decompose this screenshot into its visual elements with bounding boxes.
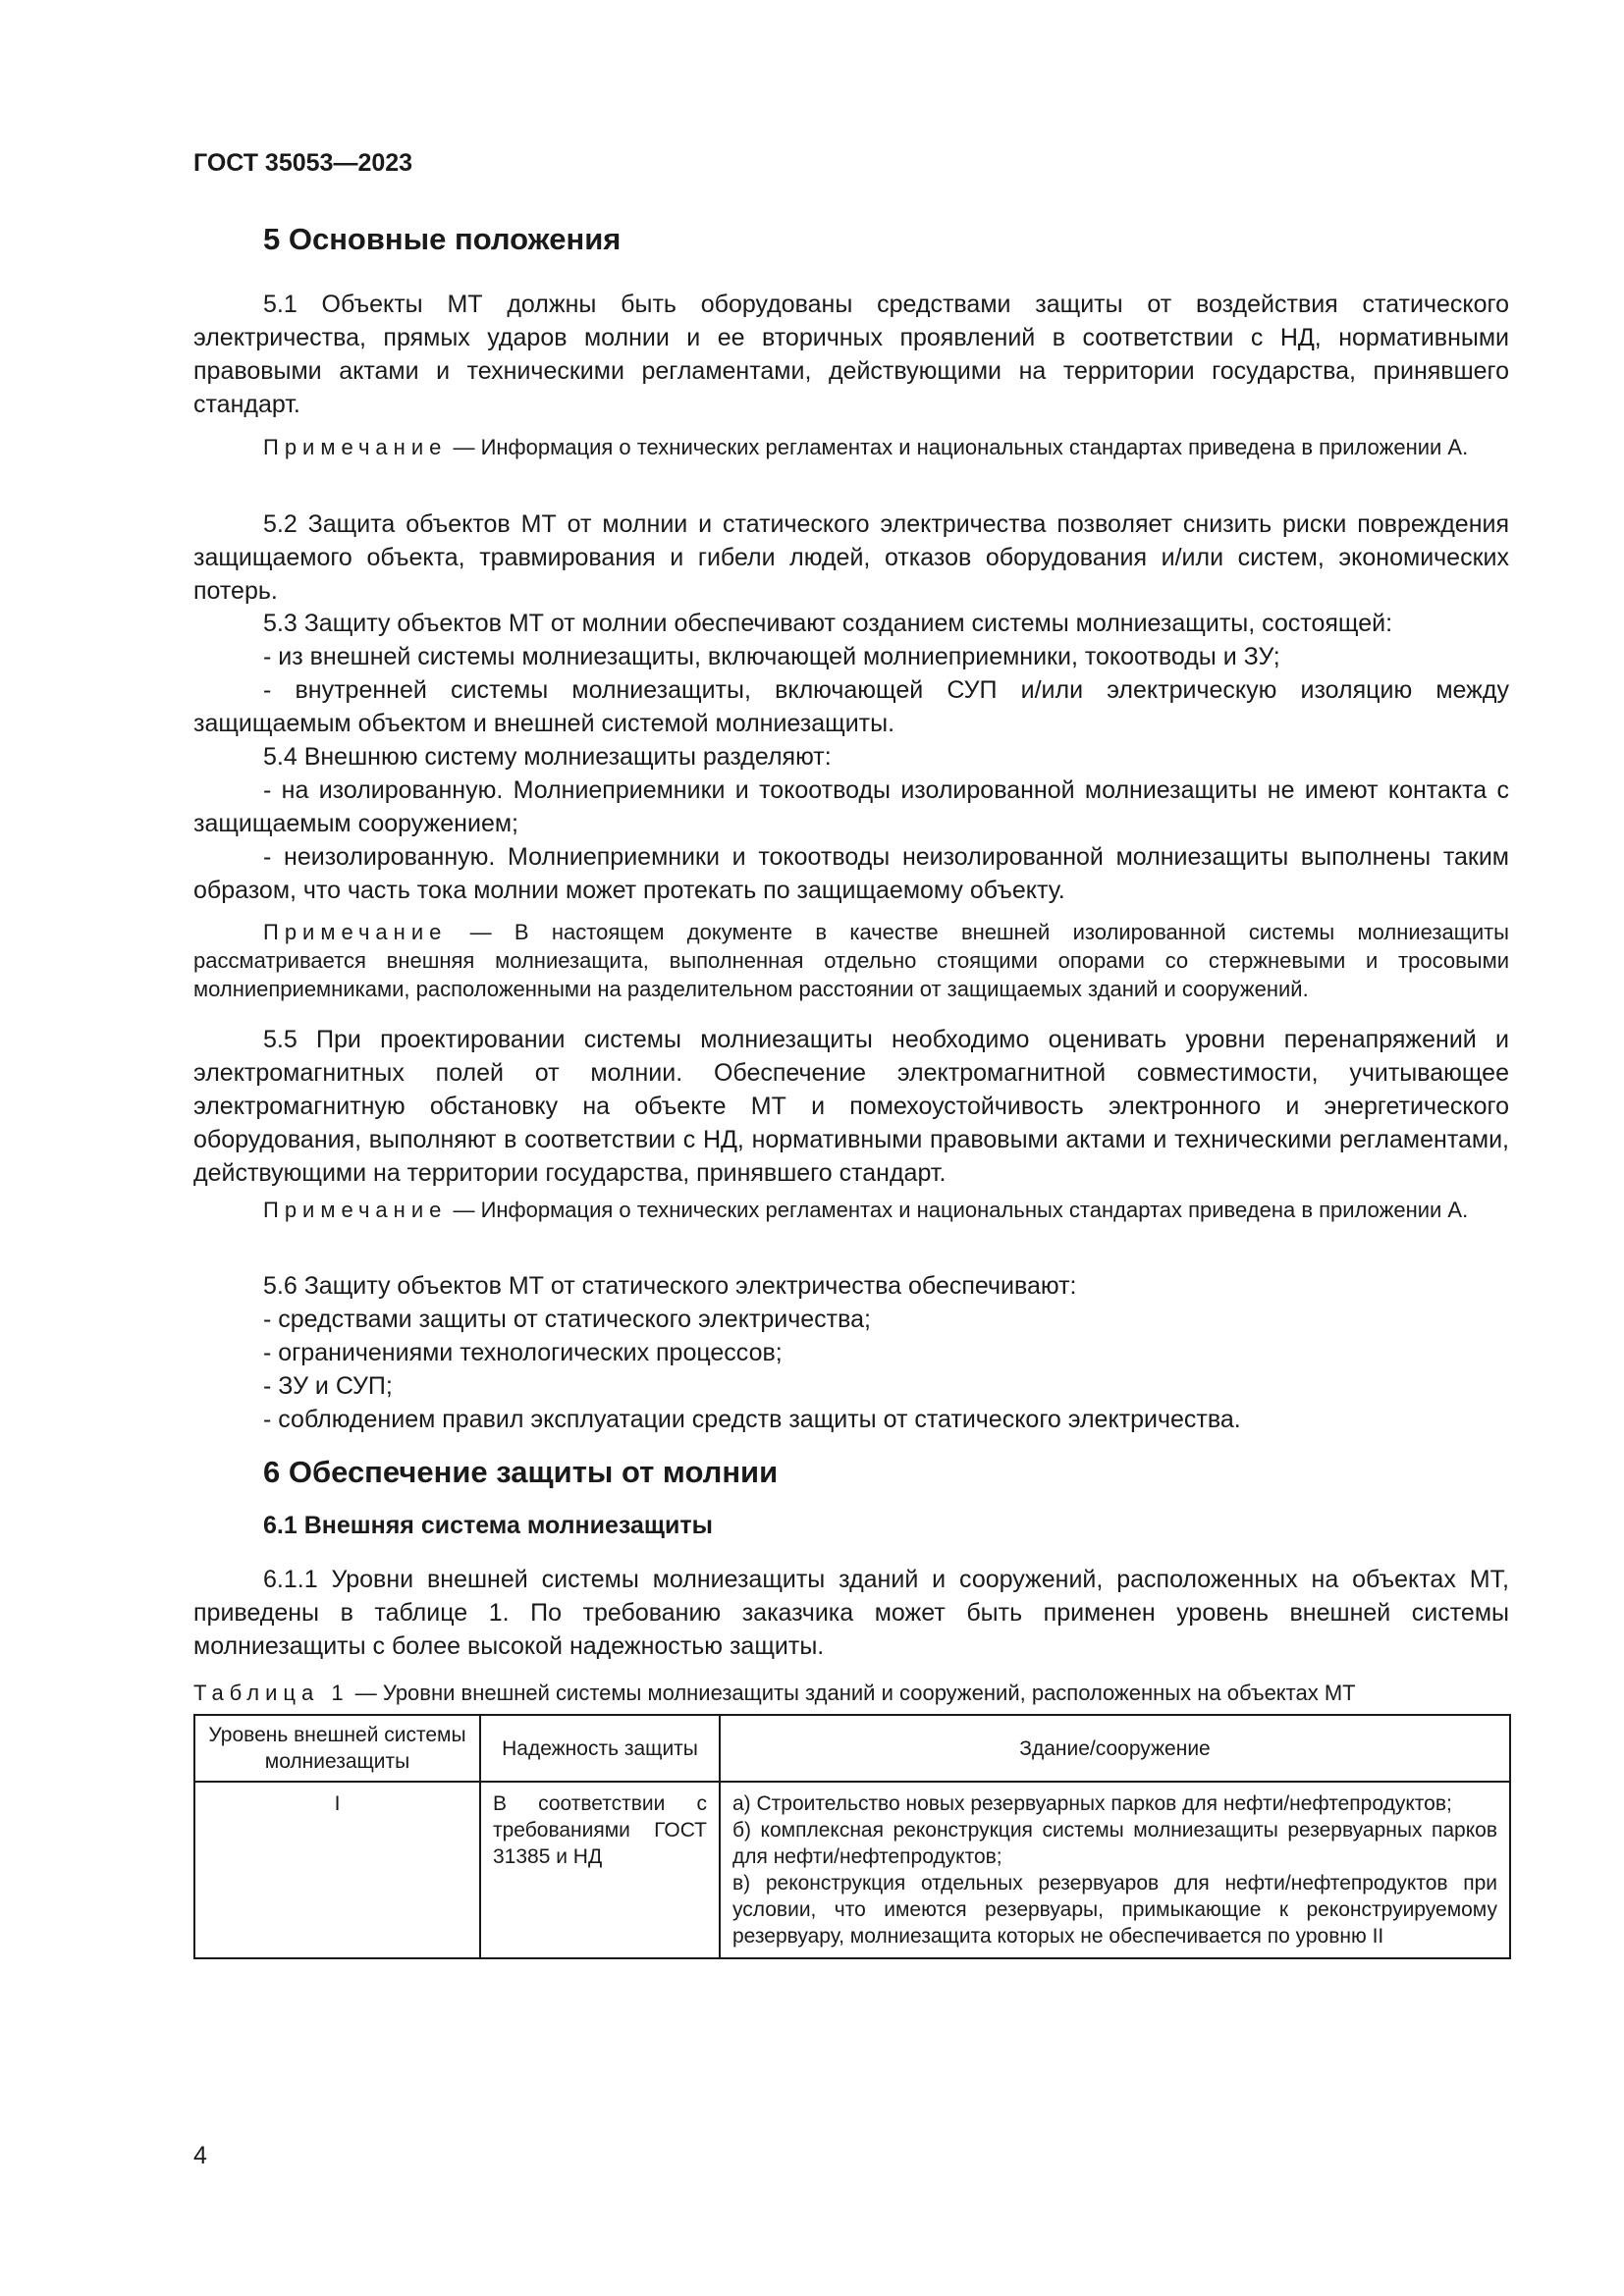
header-cell-reliability: Надежность защиты <box>480 1715 720 1782</box>
paragraph-5-6: 5.6 Защиту объектов МТ от статического электричества обеспечивают: <box>263 1272 1077 1300</box>
paragraph-5-5: 5.5 При проектировании системы молниезащиты необходимо оценивать уровни перенапряжений и электромагнитных полей от молнии. Обеспечение электромагнитной совместимости, учитывающее электромагнитную обстановку на объекте МТ и помехоустойчивость электронного и энергетического оборудования, выполняют в соответствии с НД, нормативными правовыми актами и техническими регламентами, действующими на территории государства, принявшего стандарт. <box>193 1026 1509 1187</box>
note-text: — Информация о технических регламентах и национальных стандартах приведена в приложении А. <box>447 1198 1469 1222</box>
note-1 <box>193 433 1509 461</box>
list-item: - ограничениями технологических процессов; <box>263 1339 783 1366</box>
list-item-5-4-a: - на изолированную. Молниеприемники и токоотводы изолированной молниезащиты не имеют контакта с защищаемым сооружением; <box>193 776 1509 837</box>
list-item: а) Строительство новых резервуарных парков для нефти/нефтепродуктов; <box>732 1792 1452 1815</box>
note-2 <box>193 918 1509 1003</box>
header-cell-level: Уровень внешней системы молниезащиты <box>194 1715 480 1782</box>
cell-level: I <box>194 1782 480 1958</box>
note-label: Примечание <box>263 435 448 459</box>
note-text: — Информация о технических регламентах и национальных стандартах приведена в приложении А. <box>447 435 1469 459</box>
caption-label: Таблица 1 <box>193 1681 350 1705</box>
cell-building <box>720 1782 1510 1958</box>
table-1 <box>193 1714 1511 1959</box>
paragraph-6-1-1: 6.1.1 Уровни внешней системы молниезащиты зданий и сооружений, расположенных на объектах МТ, приведены в таблице 1. По требованию заказчика может быть применен уровень внешней системы молниезащиты с более высокой надежностью защиты. <box>193 1566 1509 1660</box>
paragraph-5-1: 5.1 Объекты МТ должны быть оборудованы средствами защиты от воздействия статического электричества, прямых ударов молнии и ее вторичных проявлений в соответствии с НД, нормативными правовыми актами и техническими регламентами, действующими на территории государства, принявшего стандарт. <box>193 291 1509 418</box>
section-5-title: 5 Основные положения <box>263 222 622 256</box>
list-item: в) реконструкция отдельных резервуаров для нефти/нефтепродуктов при условии, что имеются резервуары, примыкающие к реконструируемому резервуару, молниезащита которых не обеспечивается по уровню II <box>732 1872 1497 1948</box>
section-6-title: 6 Обеспечение защиты от молнии <box>263 1455 779 1489</box>
table-row <box>194 1782 1510 1958</box>
paragraph-5-3: 5.3 Защиту объектов МТ от молнии обеспечивают созданием системы молниезащиты, состоящей: <box>263 610 1393 637</box>
list-item-5-3-b: - внутренней системы молниезащиты, включающей СУП и/или электрическую изоляцию между защищаемым объектом и внешней системой молниезащиты. <box>193 676 1509 737</box>
note-text: — В настоящем документе в качестве внешней изолированной системы молниезащиты рассматривается внешняя молниезащита, выполненная отдельно стоящими опорами со стержневыми и тросовыми молниеприемниками, расположенными на разделительном расстоянии от защищаемых зданий и сооружений. <box>193 920 1509 1001</box>
note-label: Примечание <box>263 1198 448 1222</box>
list-item: - соблюдением правил эксплуатации средств защиты от статического электричества. <box>263 1406 1241 1433</box>
page-number: 4 <box>193 2142 207 2169</box>
caption-text: — Уровни внешней системы молниезащиты зданий и сооружений, расположенных на объектах МТ <box>349 1681 1356 1705</box>
document-code: ГОСТ 35053—2023 <box>193 149 413 177</box>
cell-reliability: В соответствии с требованиями ГОСТ 31385 и НД <box>480 1782 720 1958</box>
note-3 <box>193 1196 1509 1224</box>
list-item-5-4-b: - неизолированную. Молниеприемники и токоотводы неизолированной молниезащиты выполнены таким образом, что часть тока молнии может протекать по защищаемому объекту. <box>193 843 1509 904</box>
table-1-caption <box>193 1681 1356 1706</box>
paragraph-5-4: 5.4 Внешнюю систему молниезащиты разделяют: <box>263 743 832 771</box>
paragraph-5-2: 5.2 Защита объектов МТ от молнии и статического электричества позволяет снизить риски повреждения защищаемого объекта, травмирования и гибели людей, отказов оборудования и/или систем, экономических потерь. <box>193 510 1509 605</box>
list-item: - средствами защиты от статического электричества; <box>263 1306 871 1333</box>
header-cell-building: Здание/сооружение <box>720 1715 1510 1782</box>
table-header-row <box>194 1715 1510 1782</box>
list-item: б) комплексная реконструкция системы молниезащиты резервуарных парков для нефти/нефтепродуктов; <box>732 1819 1497 1868</box>
note-label: Примечание <box>263 920 448 944</box>
subsection-6-1-title: 6.1 Внешняя система молниезащиты <box>263 1512 713 1539</box>
list-item-5-3-a: - из внешней системы молниезащиты, включающей молниеприемники, токоотводы и ЗУ; <box>263 643 1280 670</box>
list-item: - ЗУ и СУП; <box>263 1372 393 1400</box>
